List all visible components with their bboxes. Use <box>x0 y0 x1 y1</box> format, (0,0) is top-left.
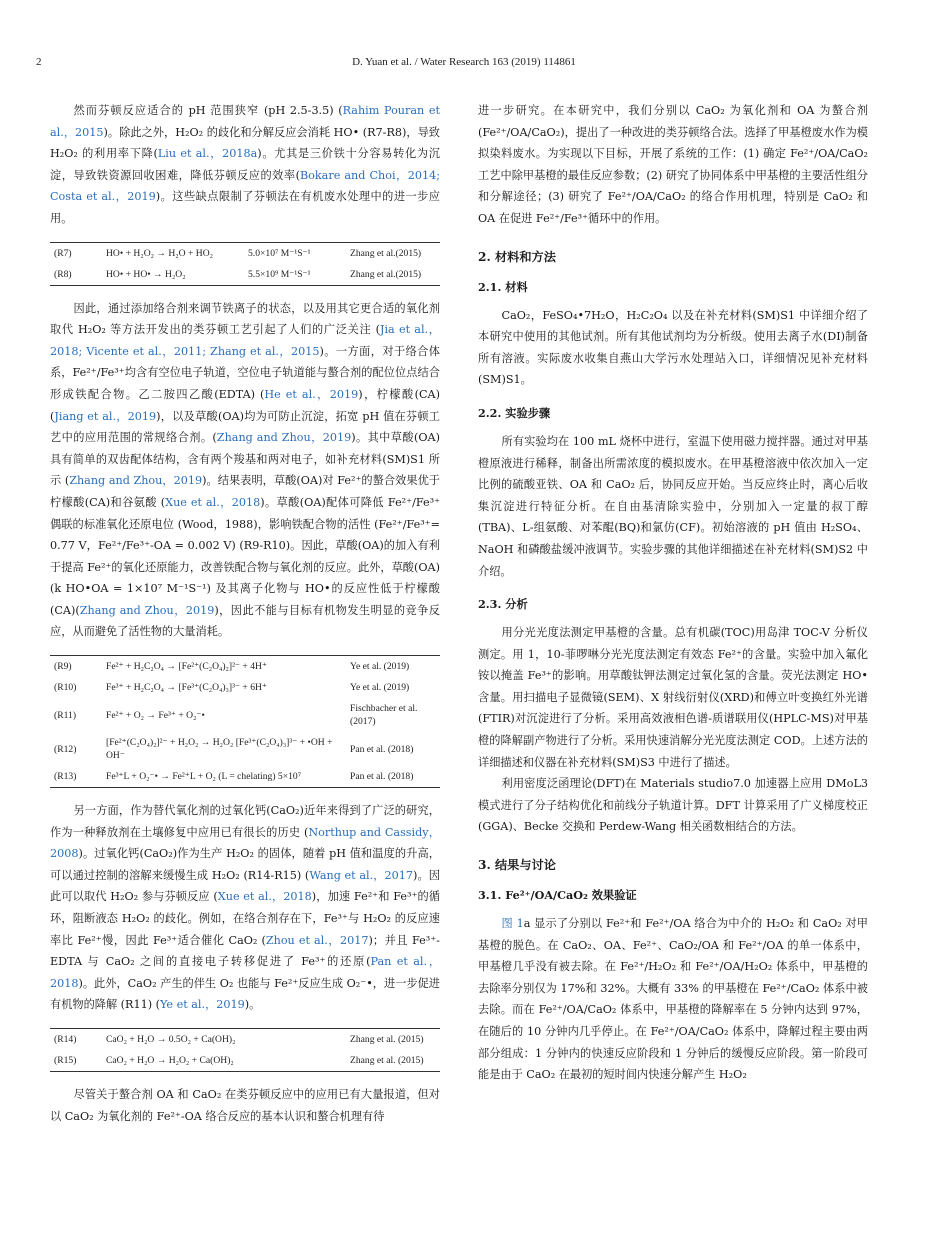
citation-link[interactable]: Pan et al.，2018 <box>50 955 441 990</box>
reaction-id: (R12) <box>54 743 77 755</box>
citation-link[interactable]: Zhang and Zhou，2019 <box>69 474 203 488</box>
citation-link[interactable]: Zhou et al.，2017 <box>265 933 369 947</box>
table-row <box>50 732 440 766</box>
citation-link[interactable]: Liu et al.，2018a <box>157 147 258 161</box>
citation-link[interactable]: Ye et al.，2019 <box>160 998 245 1012</box>
reaction-id: (R13) <box>54 771 77 783</box>
table-row <box>50 242 440 264</box>
paragraph-verification: 图 1a 显示了分别以 Fe²⁺和 Fe²⁺/OA 络合为中介的 H₂O₂ 和 CaO₂ 对甲基橙的脱色。在 CaO₂、OA、Fe²⁺、CaO₂/OA 和 Fe²⁺/OA 的单一体系中，甲基橙几乎没有被去除。在 Fe²⁺/H₂O₂ 和 Fe²⁺/OA/H₂O₂ 体系中，甲基橙的去除率分别仅为 17%和 32%。大概有 33% 的甲基橙在 Fe²⁺/CaO₂ 体系中被去除。而在 Fe²⁺/OA/CaO₂ 体系中，甲基橙的降解率在 5 分钟内达到 97%，在随后的 10 分钟内几乎停止。在 Fe²⁺/OA/CaO₂ 体系中，降解过程主要由两部分组成：1 分钟内的快速反应阶段和 1 分钟后的缓慢反应阶段。第一阶段可能是由于 CaO₂ 在最初的短时间内快速分解产生 H₂O₂ <box>478 917 868 1082</box>
reaction-ref: Zhang et al.(2015) <box>350 268 422 280</box>
reaction-table-r7-r8 <box>50 242 440 286</box>
subsection-heading-materials: 2.1. 材料 <box>478 279 528 294</box>
journal-citation: D. Yuan et al. / Water Research 163 (2019) 114861 <box>352 56 576 68</box>
citation-link[interactable]: Zhang and Zhou，2019 <box>79 603 215 617</box>
reaction-id: (R7) <box>54 247 72 259</box>
paragraph-research-gap: 尽管关于螯合剂 OA 和 CaO₂ 在类芬顿反应中的应用已有大量报道，但对以 CaO₂ 为氧化剂的 Fe²⁺-OA 络合反应的基本认识和螯合机理有待 <box>50 1088 440 1123</box>
page-number: 2 <box>36 56 42 68</box>
citation-link[interactable]: Bokare and Choi，2014; Costa et al.，2019 <box>50 168 440 204</box>
paragraph-calcium-peroxide: 另一方面，作为替代氧化剂的过氧化钙(CaO₂)近年来得到了广泛的研究，作为一种释放剂在土壤修复中应用已有很长的历史 (Northup and Cassidy，2008)。过氧化钙(CaO₂)作为生产 H₂O₂ 的固体，随着 pH 值和温度的升高，可以通过控制的溶解来缓慢生成 H₂O₂ (R14-R15) (Wang et al.，2017)。因此可以取代 H₂O₂ 参与芬顿反应 (Xue et al.，2018)，加速 Fe²⁺和 Fe³⁺的循环，阻断液态 H₂O₂ 的歧化。例如，在络合剂存在下，Fe³⁺与 H₂O₂ 的反应速率比 Fe²⁺慢，因此 Fe³⁺适合催化 CaO₂ (Zhou et al.，2017)；并且 Fe³⁺-EDTA 与 CaO₂ 之间的直接电子转移促进了 Fe³⁺的还原(Pan et al.，2018)。此外，CaO₂ 产生的伴生 O₂ 也能与 Fe²⁺反应生成 O₂⁻•，进一步促进有机物的降解 (R11) (Ye et al.，2019)。 <box>50 804 441 1012</box>
reaction-ref: Pan et al. (2018) <box>350 743 414 755</box>
paragraph-procedure: 所有实验均在 100 mL 烧杯中进行，室温下使用磁力搅拌器。通过对甲基橙原液进行稀释，制备出所需浓度的模拟废水。在甲基橙溶液中依次加入一定比例的硫酸亚铁、OA 和 CaO₂ 后，协同反应开始。当反应终止时，离心后收集沉淀进行特征分析。在自由基清除实验中，分别加入一定量的叔丁醇(TBA)、L-组氨酸、对苯醌(BQ)和氯仿(CF)。初始溶液的 pH 值由 H₂SO₄、NaOH 和磷酸盐缓冲液调节。实验步骤的其他详细描述在补充材料(SM)S2 中介绍。 <box>478 434 868 578</box>
reaction-ref: Zhang et al. (2015) <box>350 1055 424 1066</box>
paragraph-chelating-agents: 因此，通过添加络合剂来调节铁离子的状态，以及用其它更合适的氧化剂取代 H₂O₂ 等方法开发出的类芬顿工艺引起了人们的广泛关注 (Jia et al.，2018; Vicente et al.，2011; Zhang et al.，2015)。一方面，对于络合体系，Fe²⁺/Fe³⁺均含有空位电子轨道，空位电子轨道能与螯合剂的配位位点结合形成铁配合物。乙二胺四乙酸(EDTA) (He et al.，2019)，柠檬酸(CA) (Jiang et al.，2019)，以及草酸(OA)均为可防止沉淀，拓宽 pH 值在芬顿工艺中的应用范围的常规络合剂。(Zhang and Zhou，2019)。其中草酸(OA)具有简单的双齿配体结构，含有两个羧基和两对电子，如补充材料(SM)S1 所示 (Zhang and Zhou，2019)。结果表明，草酸(OA)对 Fe²⁺的螯合效果优于柠檬酸(CA)和谷氨酸 (Xue et al.，2018)。草酸(OA)配体可降低 Fe²⁺/Fe³⁺偶联的标准氧化还原电位 (Wood，1988)，影响铁配合物的活性 (Fe²⁺/Fe³⁺= 0.77 V，Fe²⁺/Fe³⁺-OA = 0.002 V) (R9-R10)。因此，草酸(OA)的加入有利于提高 Fe²⁺的氧化还原能力，改善铁配合物与氧化剂的反应。此外，草酸(OA)(k HO•OA = 1×10⁷ M⁻¹S⁻¹) 及其离子化物与 HO•的反应性低于柠檬酸(CA)(Zhang and Zhou，2019)，因此不能与目标有机物发生明显的竞争反应，从而避免了活性物的大量消耗。 <box>50 301 441 639</box>
reaction-id: (R14) <box>54 1034 77 1045</box>
table-row <box>50 677 440 698</box>
reaction-ref: Fischbacher et al. (2017) <box>350 703 418 728</box>
page-header <box>36 56 892 72</box>
table-row <box>50 264 440 286</box>
paragraph-study-objectives: 进一步研究。在本研究中，我们分别以 CaO₂ 为氧化剂和 OA 为螯合剂(Fe²⁺/OA/CaO₂)，提出了一种改进的类芬顿络合法。选择了甲基橙废水作为模拟染料废水。为实现以下目标，开展了系统的工作：(1) 确定 Fe²⁺/OA/CaO₂ 工艺中除甲基橙的最佳反应参数；(2) 研究了协同体系中甲基橙的主要活性组分和分解途径；(3) 研究了 Fe²⁺/OA/CaO₂ 的络合作用机理，特别是 CaO₂ 和 OA 在促进 Fe²⁺/Fe³⁺循环中的作用。 <box>478 104 868 225</box>
reaction-id: (R8) <box>54 268 72 280</box>
reaction-equation: CaO₂ + H₂O → H₂O₂ + Ca(OH)₂ <box>106 1055 234 1066</box>
reaction-equation: [Fe²⁺(C₂O₄)₂]²⁻ + H₂O₂ → H₂O₂ [Fe³⁺(C₂O₄)₃]³⁻ + •OH + OH⁻ <box>106 737 333 762</box>
citation-link[interactable]: Jiang et al.，2019 <box>54 409 157 423</box>
paragraph-dft: 利用密度泛函理论(DFT)在 Materials studio7.0 加速器上应用 DMoL3 模式进行了分子结构优化和前线分子轨道计算。DFT 计算采用了广义梯度校正(GGA)、Becke 交换和 Perdew-Wang 相关函数相结合的方法。 <box>478 777 868 834</box>
citation-link[interactable]: Zhang and Zhou，2019 <box>216 431 352 445</box>
section-heading-results: 3. 结果与讨论 <box>478 858 556 873</box>
reaction-equation: Fe³⁺ + H₂C₂O₄ → [Fe³⁺(C₂O₄)₃]³⁻ + 6H⁺ <box>106 682 268 694</box>
reaction-id: (R10) <box>54 682 77 694</box>
reaction-ref: Zhang et al.(2015) <box>350 247 422 259</box>
rate-constant: 5.0×10⁷ M⁻¹S⁻¹ <box>248 247 311 259</box>
reaction-id: (R11) <box>54 709 77 721</box>
citation-link[interactable]: Xue et al.，2018 <box>217 890 312 904</box>
subsection-heading-analysis: 2.3. 分析 <box>478 597 528 612</box>
table-row <box>50 698 440 732</box>
reaction-ref: Ye et al. (2019) <box>350 682 410 694</box>
paragraph-ph-limitations: 然而芬顿反应适合的 pH 范围狭窄 (pH 2.5-3.5) (Rahim Pouran et al.，2015)。除此之外，H₂O₂ 的歧化和分解反应会消耗 HO• (R7-R8)，导致 H₂O₂ 的利用率下降(Liu et al.，2018a)。尤其是三价铁十分容易转化为沉淀，导致铁资源回收困难，降低芬顿反应的效率(Bokare and Choi，2014; Costa et al.，2019)。这些缺点限制了芬顿法在有机废水处理中的进一步应用。 <box>50 104 440 225</box>
rate-constant: 5.5×10⁹ M⁻¹S⁻¹ <box>248 268 311 280</box>
citation-link[interactable]: Wang et al.，2017 <box>309 868 414 882</box>
citation-link[interactable]: Jia et al.，2018; Vicente et al.，2011; Zhang et al.，2015 <box>50 323 440 358</box>
reaction-table-r14-r15 <box>50 1028 440 1072</box>
citation-link[interactable]: He et al.，2019 <box>264 387 359 401</box>
reaction-equation: HO• + H₂O₂ → H₂O + HO₂ <box>106 247 213 259</box>
reaction-table-r9-r13 <box>50 655 440 788</box>
citation-link[interactable]: Rahim Pouran et al.，2015 <box>50 104 440 139</box>
figure-link[interactable]: 图 1 <box>501 917 524 931</box>
right-column <box>478 100 868 1086</box>
reaction-id: (R15) <box>54 1055 77 1066</box>
reaction-equation: Fe²⁺ + H₂C₂O₄ → [Fe²⁺(C₂O₄)₂]²⁻ + 4H⁺ <box>106 661 268 673</box>
section-heading-methods: 2. 材料和方法 <box>478 249 556 264</box>
subsection-heading-procedure: 2.2. 实验步骤 <box>478 405 551 420</box>
reaction-id: (R9) <box>54 661 72 673</box>
reaction-ref: Ye et al. (2019) <box>350 661 410 673</box>
reaction-ref: Pan et al. (2018) <box>350 771 414 783</box>
left-column <box>50 100 440 1127</box>
citation-link[interactable]: Northup and Cassidy，2008 <box>50 825 440 861</box>
paragraph-analysis-methods: 用分光光度法测定甲基橙的含量。总有机碳(TOC)用岛津 TOC-V 分析仪测定。用 1，10-菲啰啉分光光度法测定有效态 Fe²⁺的含量。实验中加入氟化铵以掩盖 Fe³⁺的影响。用草酸钛钾法测定过氧化氢的含量。荧光法测定 HO•含量。用扫描电子显微镜(SEM)、X 射线衍射仪(XRD)和傅立叶变换红外光谱(FTIR)对沉淀进行了分析。采用高效液相色谱-质谱联用仪(HPLC-MS)对甲基橙的降解副产物进行了分析。采用快速消解分光光度法测定 COD。上述方法的详细描述和仪器在补充材料(SM)S3 中进行了描述。 <box>478 626 868 769</box>
table-row <box>50 656 440 678</box>
reaction-ref: Zhang et al. (2015) <box>350 1034 424 1045</box>
reaction-equation: HO• + HO• → H₂O₂ <box>106 268 186 280</box>
citation-link[interactable]: Xue et al.，2018 <box>165 495 261 509</box>
table-row <box>50 766 440 788</box>
paragraph-materials: CaO₂，FeSO₄•7H₂O，H₂C₂O₄ 以及在补充材料(SM)S1 中详细介绍了本研究中使用的其他试剂。所有其他试剂均为分析级。使用去离子水(DI)制备所有溶液。实际废水收集自燕山大学污水处理站入口，详细情况见补充材料(SM)S1。 <box>478 308 868 387</box>
reaction-equation: CaO₂ + H₂O → 0.5O₂ + Ca(OH)₂ <box>106 1034 236 1045</box>
reaction-equation: Fe³⁺L + O₂⁻• → Fe²⁺L + O₂ (L = chelating) 5×10⁷ <box>106 771 302 783</box>
table-row <box>50 1050 440 1072</box>
reaction-equation: Fe²⁺ + O₂ → Fe³⁺ + O₂⁻• <box>106 709 205 721</box>
subsection-heading-verification: 3.1. Fe²⁺/OA/CaO₂ 效果验证 <box>478 888 637 903</box>
table-row <box>50 1029 440 1051</box>
